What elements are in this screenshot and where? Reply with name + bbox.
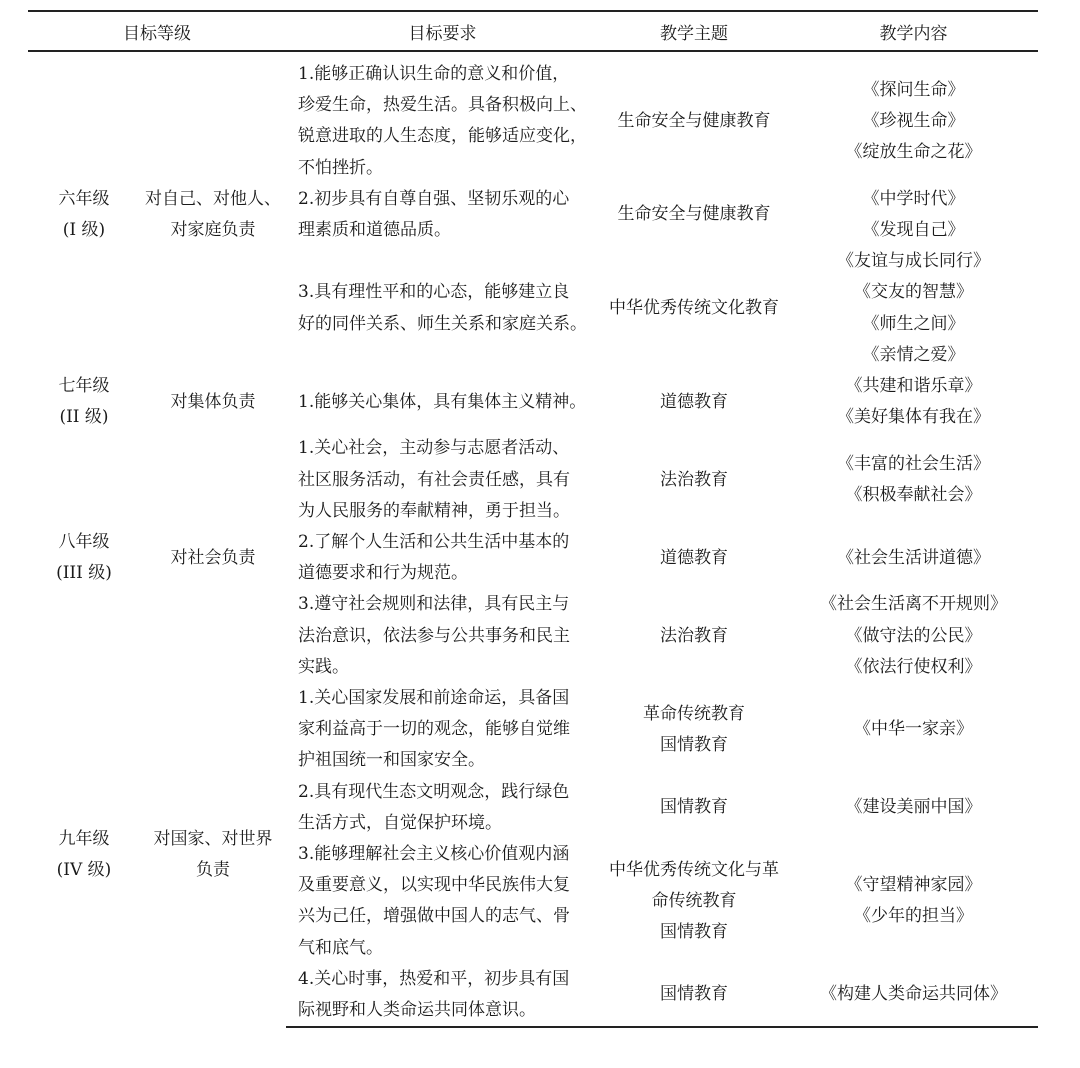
requirement-line: 实践。 bbox=[298, 656, 349, 677]
theme-cell bbox=[599, 589, 789, 683]
theme-cell bbox=[599, 246, 789, 371]
content-cell bbox=[789, 433, 1038, 527]
requirement-cell bbox=[286, 184, 599, 246]
responsibility-text: 对自己、对他人、 bbox=[145, 188, 281, 209]
content-item: 《丰富的社会生活》 bbox=[837, 454, 990, 475]
table-row bbox=[28, 59, 1038, 184]
content-cell bbox=[789, 184, 1038, 246]
requirement-line: 2.具有现代生态文明观念，践行绿色 bbox=[298, 781, 570, 802]
content-item: 《守望精神家园》 bbox=[845, 875, 982, 896]
content-cell bbox=[789, 246, 1038, 371]
table-row bbox=[28, 371, 1038, 433]
content-item: 《发现自己》 bbox=[862, 220, 965, 241]
requirement-line: 2.初步具有自尊自强、坚韧乐观的心 bbox=[298, 188, 570, 209]
content-item: 《社会生活讲道德》 bbox=[837, 547, 990, 568]
requirement-line: 家利益高于一切的观念，能够自觉维 bbox=[298, 719, 570, 740]
content-cell bbox=[789, 589, 1038, 683]
header-teaching-content: 教学内容 bbox=[789, 11, 1038, 51]
theme-cell bbox=[599, 777, 789, 839]
requirement-line: 社区服务活动，有社会责任感，具有 bbox=[298, 469, 570, 490]
content-item: 《建设美丽中国》 bbox=[845, 797, 982, 818]
requirement-line: 4.关心时事，热爱和平，初步具有国 bbox=[298, 968, 570, 989]
table-row bbox=[28, 683, 1038, 777]
theme-text: 中华优秀传统文化教育 bbox=[609, 298, 779, 319]
content-item: 《做守法的公民》 bbox=[845, 625, 982, 646]
content-item: 《积极奉献社会》 bbox=[845, 485, 982, 506]
theme-text: 国情教育 bbox=[660, 797, 728, 818]
grade-level: (III 级) bbox=[56, 563, 112, 584]
requirement-line: 法治意识，依法参与公共事务和民主 bbox=[298, 625, 570, 646]
grade-label: 九年级 bbox=[58, 828, 110, 849]
responsibility-cell bbox=[140, 433, 286, 683]
requirement-line: 理素质和道德品质。 bbox=[298, 220, 451, 241]
requirement-line: 锐意进取的人生态度，能够适应变化， bbox=[298, 126, 587, 147]
theme-cell bbox=[599, 371, 789, 433]
content-item: 《依法行使权利》 bbox=[845, 656, 982, 677]
theme-text: 国情教育 bbox=[660, 922, 728, 943]
theme-cell bbox=[599, 964, 789, 1027]
content-item: 《绽放生命之花》 bbox=[845, 142, 982, 162]
requirement-line: 道德要求和行为规范。 bbox=[298, 563, 468, 584]
header-row bbox=[28, 11, 1038, 51]
requirement-line: 3.具有理性平和的心态，能够建立良 bbox=[298, 282, 570, 303]
header-teaching-theme: 教学主题 bbox=[599, 11, 789, 51]
theme-text: 命传统教育 bbox=[651, 890, 737, 911]
theme-text: 道德教育 bbox=[660, 547, 728, 568]
content-item: 《中学时代》 bbox=[862, 188, 965, 209]
requirement-cell bbox=[286, 371, 599, 433]
grade-cell bbox=[28, 683, 140, 1027]
responsibility-text: 对社会负责 bbox=[170, 547, 256, 568]
requirement-cell bbox=[286, 839, 599, 964]
theme-cell bbox=[599, 59, 789, 184]
content-item: 《友谊与成长同行》 bbox=[837, 251, 990, 272]
theme-text: 道德教育 bbox=[660, 391, 728, 412]
content-cell bbox=[789, 964, 1038, 1027]
requirement-line: 1.能够正确认识生命的意义和价值， bbox=[298, 64, 570, 84]
requirement-cell bbox=[286, 527, 599, 589]
theme-text: 国情教育 bbox=[660, 734, 728, 755]
content-item: 《构建人类命运共同体》 bbox=[820, 984, 1007, 1005]
requirement-line: 不怕挫折。 bbox=[298, 157, 383, 178]
theme-cell bbox=[599, 527, 789, 589]
responsibility-cell bbox=[140, 683, 286, 1027]
responsibility-text: 对集体负责 bbox=[170, 391, 256, 412]
requirement-cell bbox=[286, 59, 599, 184]
requirement-line: 3.遵守社会规则和法律，具有民主与 bbox=[298, 594, 570, 615]
requirement-cell bbox=[286, 246, 599, 371]
requirement-line: 1.关心国家发展和前途命运，具备国 bbox=[298, 688, 570, 709]
grade-cell bbox=[28, 371, 140, 433]
grade-label: 七年级 bbox=[58, 376, 110, 397]
requirement-cell bbox=[286, 777, 599, 839]
theme-cell bbox=[599, 184, 789, 246]
requirement-line: 气和底气。 bbox=[298, 937, 383, 958]
responsibility-cell bbox=[140, 59, 286, 371]
theme-text: 生命安全与健康教育 bbox=[617, 110, 771, 131]
theme-cell bbox=[599, 839, 789, 964]
requirement-line: 3.能够理解社会主义核心价值观内涵 bbox=[298, 844, 570, 865]
requirement-line: 珍爱生命，热爱生活。具备积极向上、 bbox=[298, 95, 587, 116]
grade-label: 六年级 bbox=[58, 188, 110, 209]
content-item: 《社会生活离不开规则》 bbox=[820, 594, 1007, 615]
requirement-line: 为人民服务的奉献精神，勇于担当。 bbox=[298, 500, 570, 521]
content-cell bbox=[789, 527, 1038, 589]
requirement-line: 好的同伴关系、师生关系和家庭关系。 bbox=[298, 313, 587, 334]
spacer-row bbox=[28, 51, 1038, 59]
content-cell bbox=[789, 371, 1038, 433]
responsibility-text: 对家庭负责 bbox=[170, 220, 256, 241]
requirement-line: 2.了解个人生活和公共生活中基本的 bbox=[298, 532, 570, 553]
goals-table bbox=[28, 10, 1038, 1028]
grade-label: 八年级 bbox=[58, 532, 110, 553]
content-cell bbox=[789, 683, 1038, 777]
content-cell bbox=[789, 777, 1038, 839]
requirement-cell bbox=[286, 589, 599, 683]
requirement-line: 兴为己任，增强做中国人的志气、骨 bbox=[298, 906, 570, 927]
header-goal-level: 目标等级 bbox=[28, 11, 286, 51]
theme-cell bbox=[599, 433, 789, 527]
theme-text: 法治教育 bbox=[660, 625, 728, 646]
requirement-line: 1.关心社会，主动参与志愿者活动、 bbox=[298, 438, 570, 459]
grade-level: (IV 级) bbox=[56, 860, 112, 881]
content-cell bbox=[789, 839, 1038, 964]
content-item: 《中华一家亲》 bbox=[854, 719, 973, 740]
requirement-cell bbox=[286, 433, 599, 527]
content-item: 《共建和谐乐章》 bbox=[845, 376, 982, 397]
table-row bbox=[28, 433, 1038, 527]
responsibility-text: 对国家、对世界 bbox=[153, 828, 273, 849]
theme-text: 生命安全与健康教育 bbox=[617, 204, 771, 225]
theme-text: 法治教育 bbox=[660, 469, 728, 490]
grade-level: (II 级) bbox=[59, 407, 109, 428]
requirement-line: 1.能够关心集体，具有集体主义精神。 bbox=[298, 391, 587, 412]
grade-cell bbox=[28, 59, 140, 371]
responsibility-text: 负责 bbox=[196, 860, 230, 881]
content-cell bbox=[789, 59, 1038, 184]
theme-text: 革命传统教育 bbox=[643, 703, 745, 724]
requirement-line: 及重要意义，以实现中华民族伟大复 bbox=[298, 875, 570, 896]
content-item: 《探问生命》 bbox=[862, 79, 965, 100]
theme-text: 国情教育 bbox=[660, 984, 728, 1005]
requirement-cell bbox=[286, 964, 599, 1027]
content-item: 《珍视生命》 bbox=[862, 110, 965, 131]
content-item: 《交友的智慧》 bbox=[854, 282, 973, 303]
responsibility-cell bbox=[140, 371, 286, 433]
content-item: 《少年的担当》 bbox=[854, 906, 973, 927]
header-goal-requirement: 目标要求 bbox=[286, 11, 599, 51]
grade-level: (I 级) bbox=[62, 220, 106, 241]
grade-cell bbox=[28, 433, 140, 683]
goals-table-container bbox=[28, 10, 1038, 1028]
content-item: 《亲情之爱》 bbox=[862, 344, 965, 365]
theme-cell bbox=[599, 683, 789, 777]
requirement-line: 生活方式，自觉保护环境。 bbox=[298, 812, 502, 833]
content-item: 《美好集体有我在》 bbox=[837, 407, 990, 428]
requirement-line: 际视野和人类命运共同体意识。 bbox=[298, 1000, 536, 1021]
requirement-line: 护祖国统一和国家安全。 bbox=[298, 750, 485, 771]
content-item: 《师生之间》 bbox=[862, 313, 965, 334]
theme-text: 中华优秀传统文化与革 bbox=[609, 859, 779, 880]
requirement-cell bbox=[286, 683, 599, 777]
